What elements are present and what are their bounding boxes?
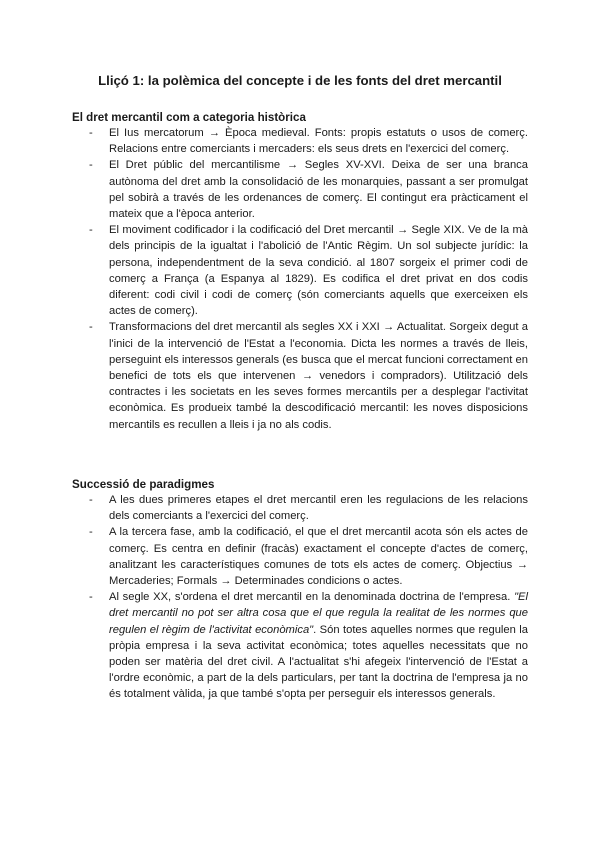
page-title: Lliçó 1: la polèmica del concepte i de les fonts del dret mercantil <box>98 73 502 88</box>
list-item <box>72 524 528 589</box>
list-item <box>72 157 528 222</box>
doctrine-explanation-text: . Són totes aquelles normes que regulen la pròpia empresa i la seva activitat econòmica; totes aquelles necessitats que no poden ser matèria del dret civil. A l'actualitat s'hi afegeix l'intervenció de l'Estat a l'ordre econòmic, a part de la dels particulars, per tant la doctrina de l'empresa ja no és totalment vàlida, ja que també s'opta per perseguir els interessos generals. <box>109 623 528 701</box>
paradigm-succession-list <box>72 492 528 703</box>
bullet-dash: - <box>89 159 93 172</box>
list-item <box>72 492 528 524</box>
list-item-text: Transformacions del dret mercantil als segles XX i XXI → Actualitat. Sorgeix degut a l'inici de la intervenció de l'Estat a l'economia. Dicta les normes a través de lleis, perseguint els interessos generals (es busca que el mercat funcioni correctament en benefici de tots els que intervenen → venedors i compradors). Utilització dels contractes i les societats en les seves formes mercantils per a desplegar l'activitat econòmica. Es produeix també la descodificació mercantil: les noves disposicions mercantils es recullen a lleis i ja no als codis. <box>109 321 528 431</box>
bullet-dash: - <box>89 494 93 506</box>
bullet-dash: - <box>89 224 93 237</box>
list-item <box>72 222 528 319</box>
list-item <box>72 589 528 702</box>
doctrine-intro-text: Al segle XX, s'ordena el dret mercantil en la denominada doctrina de l'empresa. <box>109 591 515 604</box>
section-heading-paradigm-succession: Successió de paradigmes <box>72 478 215 491</box>
historical-category-list <box>72 125 528 433</box>
doctrine-quote: "El dret mercantil no pot ser altra cosa que el que regula la realitat de les normes que regulen el règim de l'activitat econòmica" <box>109 591 528 636</box>
list-item-text: El Ius mercatorum → Època medieval. Fonts: propis estatuts o usos de comerç. Relacions entre comerciants i mercaders: els seus drets en l'exercici del comerç. <box>109 127 528 156</box>
bullet-dash: - <box>89 127 93 139</box>
bullet-dash: - <box>89 591 93 604</box>
bullet-dash: - <box>89 321 93 334</box>
list-item-text: El Dret públic del mercantilisme → Segles XV-XVI. Deixa de ser una branca autònoma del dret amb la consolidació de les monarquies, passant a ser promulgat pel sobirà a través de les ordenances de comerç. El contingut era pràcticament el mateix que a l'època anterior. <box>109 159 528 221</box>
list-item <box>72 319 528 432</box>
list-item-text <box>109 589 528 702</box>
list-item-text: A la tercera fase, amb la codificació, el que el dret mercantil acota són els actes de comerç. Es centra en definir (fracàs) exactament el concepte d'actes de comerç, analitzant les característiques comunes de tots els actes de comerç. Objectius → Mercaderies; Formals → Determinades condicions o actes. <box>109 526 528 588</box>
bullet-dash: - <box>89 526 93 539</box>
section-heading-historical-category: El dret mercantil com a categoria històrica <box>72 111 306 124</box>
list-item-text: El moviment codificador i la codificació del Dret mercantil → Segle XIX. Ve de la mà dels principis de la igualtat i l'abolició de l'Antic Règim. Un sol subjecte jurídic: la persona, independentment de la seva condició. al 1807 sorgeix el primer codi de comerç a França (a Espanya al 1829). Es codifica el dret privat en dos codis diferent: codi civil i codi de comerç (són comerciants aquells que exerceixen els actes de comerç). <box>109 224 528 318</box>
list-item-text: A les dues primeres etapes el dret mercantil eren les regulacions de les relacions dels comerciants a l'exercici del comerç. <box>109 494 528 523</box>
list-item <box>72 125 528 157</box>
